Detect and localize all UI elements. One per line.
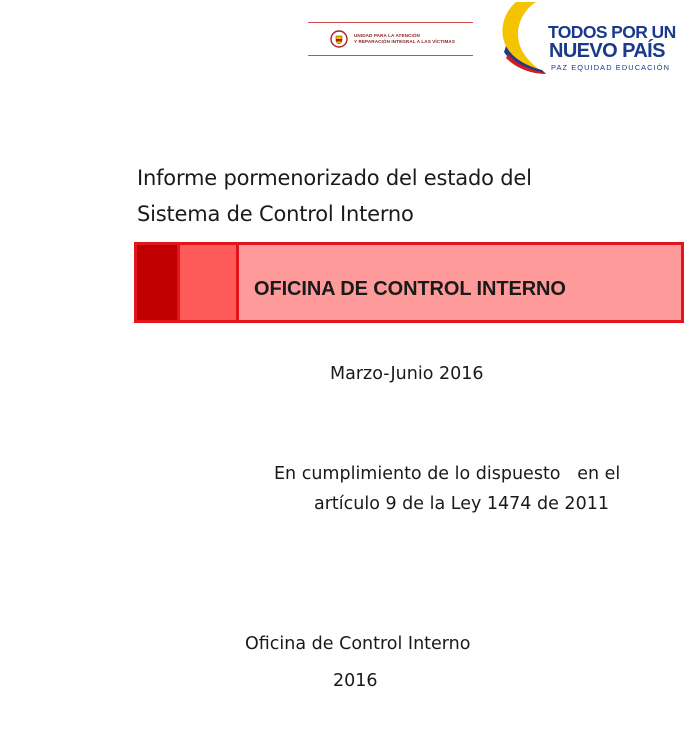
unidad-victimas-logo: [308, 22, 473, 56]
footer-year: 2016: [333, 671, 378, 691]
todos-por-un-nuevo-pais-logo: [496, 0, 676, 78]
banner-dark-block: [137, 245, 177, 320]
footer-office: Oficina de Control Interno: [245, 634, 471, 654]
title-line-2: Sistema de Control Interno: [137, 202, 414, 226]
banner-mid-block: [177, 245, 239, 320]
office-banner: [134, 242, 684, 323]
title-line-1: Informe pormenorizado del estado del: [137, 166, 532, 190]
gov-logo-tagline: PAZ EQUIDAD EDUCACIÓN: [551, 63, 671, 72]
coat-of-arms-icon: [330, 30, 348, 48]
legal-reference: [274, 459, 620, 519]
gov-logo-line1: TODOS POR UN: [548, 22, 676, 42]
document-title: [137, 160, 532, 232]
legal-line-2: artículo 9 de la Ley 1474 de 2011: [314, 494, 609, 514]
report-period: Marzo-Junio 2016: [330, 364, 484, 384]
legal-line-1: En cumplimiento de lo dispuesto en el: [274, 464, 621, 484]
banner-title: OFICINA DE CONTROL INTERNO: [254, 278, 566, 300]
flag-swoosh-icon: [496, 0, 548, 74]
unit-logo-text: UNIDAD PARA LA ATENCIÓN Y REPARACIÓN INTEGRAL A LAS VÍCTIMAS: [354, 33, 456, 44]
gov-logo-line2: NUEVO PAÍS: [549, 40, 665, 62]
